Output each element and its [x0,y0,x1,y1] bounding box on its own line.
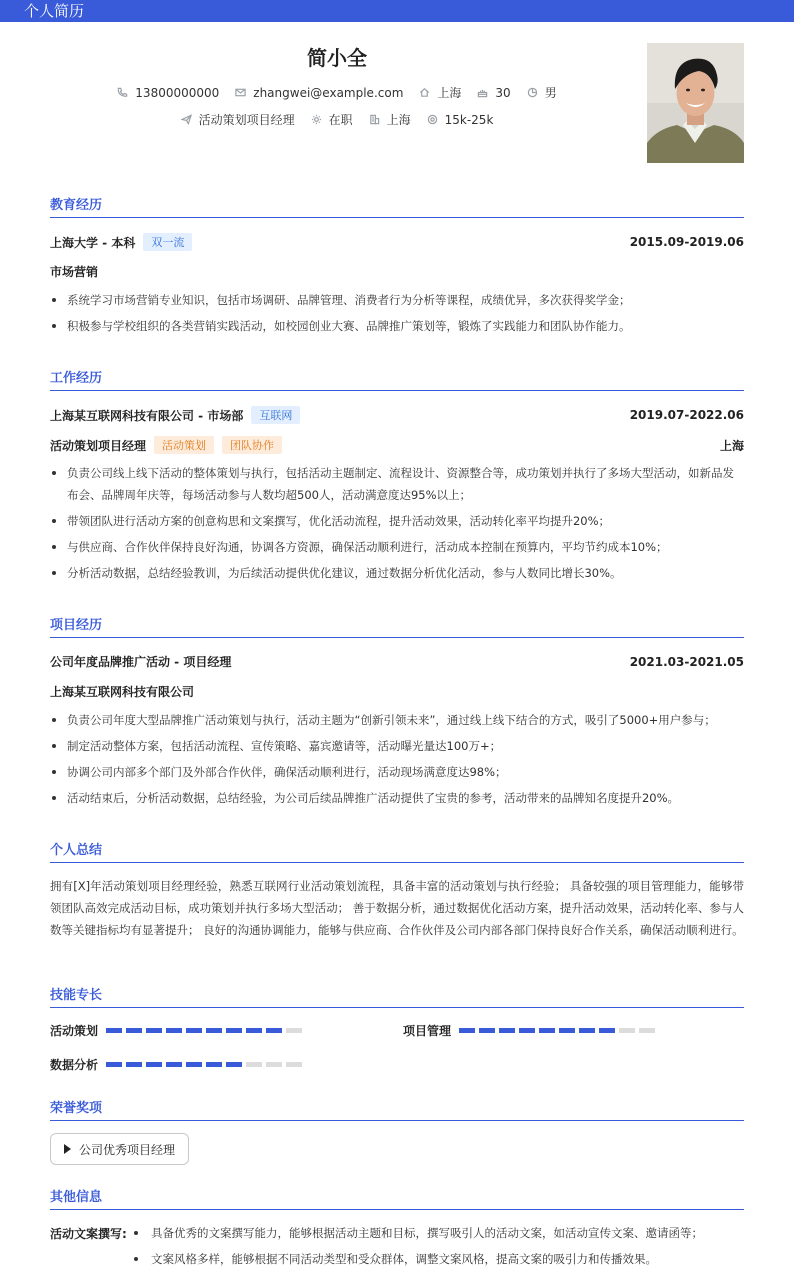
skill-bar-segment [246,1062,262,1067]
send-icon [181,114,192,125]
skill-bar-segment [499,1028,515,1033]
expand-triangle-icon [64,1144,71,1154]
award-item[interactable] [50,1133,189,1165]
gear-icon [311,114,322,125]
salary-info [427,113,494,127]
city-text: 上海 [386,113,411,127]
age-info [477,86,510,100]
skill-bar-segment [186,1062,202,1067]
skill-bar-segment [599,1028,615,1033]
header-title: 个人简历 [24,2,85,20]
list-item: 协调公司内部多个部门及外部合作伙伴，确保活动顺利进行，活动现场满意度达98%； [50,761,744,783]
skill-bar-segment [166,1062,182,1067]
award-label: 公司优秀项目经理 [79,1142,176,1157]
education-section-title: 教育经历 [50,194,744,218]
project-header-row [50,653,744,670]
phone-text: 13800000000 [135,85,220,100]
skill-bar-segment [186,1028,202,1033]
skill-bar-segment [166,1028,182,1033]
top-header-bar [0,0,794,22]
skill-level-bar [459,1028,659,1033]
skill-label: 活动策划 [50,1024,99,1038]
education-header-row [50,233,744,251]
education-major: 市场营销 [50,265,99,279]
list-item: 具备优秀的文案撰写能力，能够根据活动主题和目标，撰写吸引人的活动文案，如活动宣传文案、邀请函等； [132,1222,744,1244]
skill-bar-segment [619,1028,635,1033]
mail-icon [235,87,246,98]
skill-bar-segment [226,1028,242,1033]
skill-bar-segment [639,1028,655,1033]
other-section-title: 其他信息 [50,1186,744,1210]
skill-bar-segment [206,1028,222,1033]
work-location: 上海 [719,438,744,453]
skill-bar-segment [246,1028,262,1033]
list-item: 带领团队进行活动方案的创意构思和文案撰写，优化活动流程，提升活动效果，活动转化率平均提升20%； [50,510,744,532]
skill-bar-segment [459,1028,475,1033]
gender-text: 男 [544,86,557,100]
list-item: 分析活动数据，总结经验教训，为后续活动提供优化建议，通过数据分析优化活动，参与人数同比增长30%。 [50,562,744,584]
list-item: 活动结束后，分析活动数据，总结经验，为公司后续品牌推广活动提供了宝贵的参考，活动带来的品牌知名度提升20%。 [50,787,744,809]
project-period: 2021.03-2021.05 [629,654,744,669]
skill-item [403,1022,659,1039]
email-text: zhangwei@example.com [253,85,404,100]
phone-icon [117,87,128,98]
gender-icon [527,87,538,98]
profile-photo [647,43,744,163]
skill-bar-segment [266,1062,282,1067]
skill-bar-segment [286,1028,302,1033]
education-bullets [50,289,744,341]
coin-icon [427,114,438,125]
gender-info [527,84,557,101]
summary-text: 拥有[X]年活动策划项目经理经验，熟悉互联网行业活动策划流程，具备丰富的活动策划与执行经验； 具备较强的项目管理能力，能够带领团队高效完成活动目标，成功策划并执行多场大型活动； 善于数据分析，通过数据优化活动方案，提升活动效果，活动转化率、参与人数等关键指标均有显著提升； 良好的沟通协调能力，能够与供应商、合作伙伴及公司内部各部门保持良好合作关系，确保活动顺利进行。 [50,879,744,937]
work-header-row [50,406,744,424]
list-item: 系统学习市场营销专业知识，包括市场调研、品牌管理、消费者行为分析等课程，成绩优异，多次获得奖学金； [50,289,744,311]
profile-name: 简小全 [307,46,367,70]
skill-bar-segment [146,1062,162,1067]
salary-text: 15k-25k [444,112,494,127]
skill-bar-segment [519,1028,535,1033]
project-section-title: 项目经历 [50,614,744,638]
hometown-info [419,84,461,101]
skill-bar-segment [286,1062,302,1067]
education-tag: 双一流 [143,233,192,251]
contact-info-row [0,84,674,101]
work-position-row [50,436,744,454]
job-target-info [181,111,295,128]
list-item: 与供应商、合作伙伴保持良好沟通，协调各方资源，确保活动顺利进行，活动成本控制在预算内，平均节约成本10%； [50,536,744,558]
other-label: 活动文案撰写: [50,1227,127,1241]
skill-level-bar [106,1028,306,1033]
skill-bar-segment [146,1028,162,1033]
hometown-text: 上海 [437,86,462,100]
city-info [369,111,411,128]
skill-bar-segment [559,1028,575,1033]
skill-bar-segment [126,1062,142,1067]
skills-section-title: 技能专长 [50,984,744,1008]
skill-bar-segment [106,1028,122,1033]
skill-label: 项目管理 [403,1024,452,1038]
cake-icon [477,87,488,98]
skill-bar-segment [266,1028,282,1033]
education-school: 上海大学 - 本科 [50,235,136,250]
skill-item [50,1022,306,1039]
status-info [311,111,353,128]
work-tag: 活动策划 [154,436,214,454]
summary-section-title: 个人总结 [50,839,744,863]
skill-bar-segment [126,1028,142,1033]
list-item: 制定活动整体方案，包括活动流程、宣传策略、嘉宾邀请等，活动曝光量达100万+； [50,735,744,757]
job-target-text: 活动策划项目经理 [198,113,295,127]
skill-bar-segment [579,1028,595,1033]
project-company: 上海某互联网科技有限公司 [50,685,195,699]
skill-label: 数据分析 [50,1058,99,1072]
age-text: 30 [495,85,511,100]
awards-section-title: 荣誉奖项 [50,1097,744,1121]
email-info [235,86,403,100]
work-tag: 团队协作 [222,436,282,454]
skill-bar-segment [479,1028,495,1033]
skill-bar-segment [106,1062,122,1067]
phone-info [117,86,219,100]
work-position: 活动策划项目经理 [50,438,147,453]
home-icon [419,87,430,98]
work-industry-tag: 互联网 [251,406,300,424]
skill-bar-segment [206,1062,222,1067]
work-section-title: 工作经历 [50,367,744,391]
skill-bar-segment [539,1028,555,1033]
list-item: 负责公司线上线下活动的整体策划与执行，包括活动主题制定、流程设计、资源整合等，成功策划并执行了多场大型活动，如新品发布会、品牌周年庆等，每场活动参与人数均超500人，活动满意度达95%以上； [50,462,744,506]
education-period: 2015.09-2019.06 [629,235,744,249]
other-bullets [132,1222,744,1274]
work-company: 上海某互联网科技有限公司 - 市场部 [50,408,244,423]
project-name: 公司年度品牌推广活动 - 项目经理 [50,655,232,669]
list-item: 文案风格多样，能够根据不同活动类型和受众群体，调整文案风格，提高文案的吸引力和传播效果。 [132,1248,744,1270]
skill-item [50,1056,306,1073]
status-text: 在职 [328,113,353,127]
work-bullets [50,462,744,588]
skill-level-bar [106,1062,306,1067]
work-period: 2019.07-2022.06 [629,408,744,422]
avatar-portrait [647,43,744,163]
project-bullets [50,709,744,813]
list-item: 积极参与学校组织的各类营销实践活动，如校园创业大赛、品牌推广策划等，锻炼了实践能力和团队协作能力。 [50,315,744,337]
job-info-row [0,111,674,128]
building-icon [369,114,380,125]
skill-bar-segment [226,1062,242,1067]
list-item: 负责公司年度大型品牌推广活动策划与执行，活动主题为“创新引领未来”，通过线上线下结合的方式，吸引了5000+用户参与； [50,709,744,731]
